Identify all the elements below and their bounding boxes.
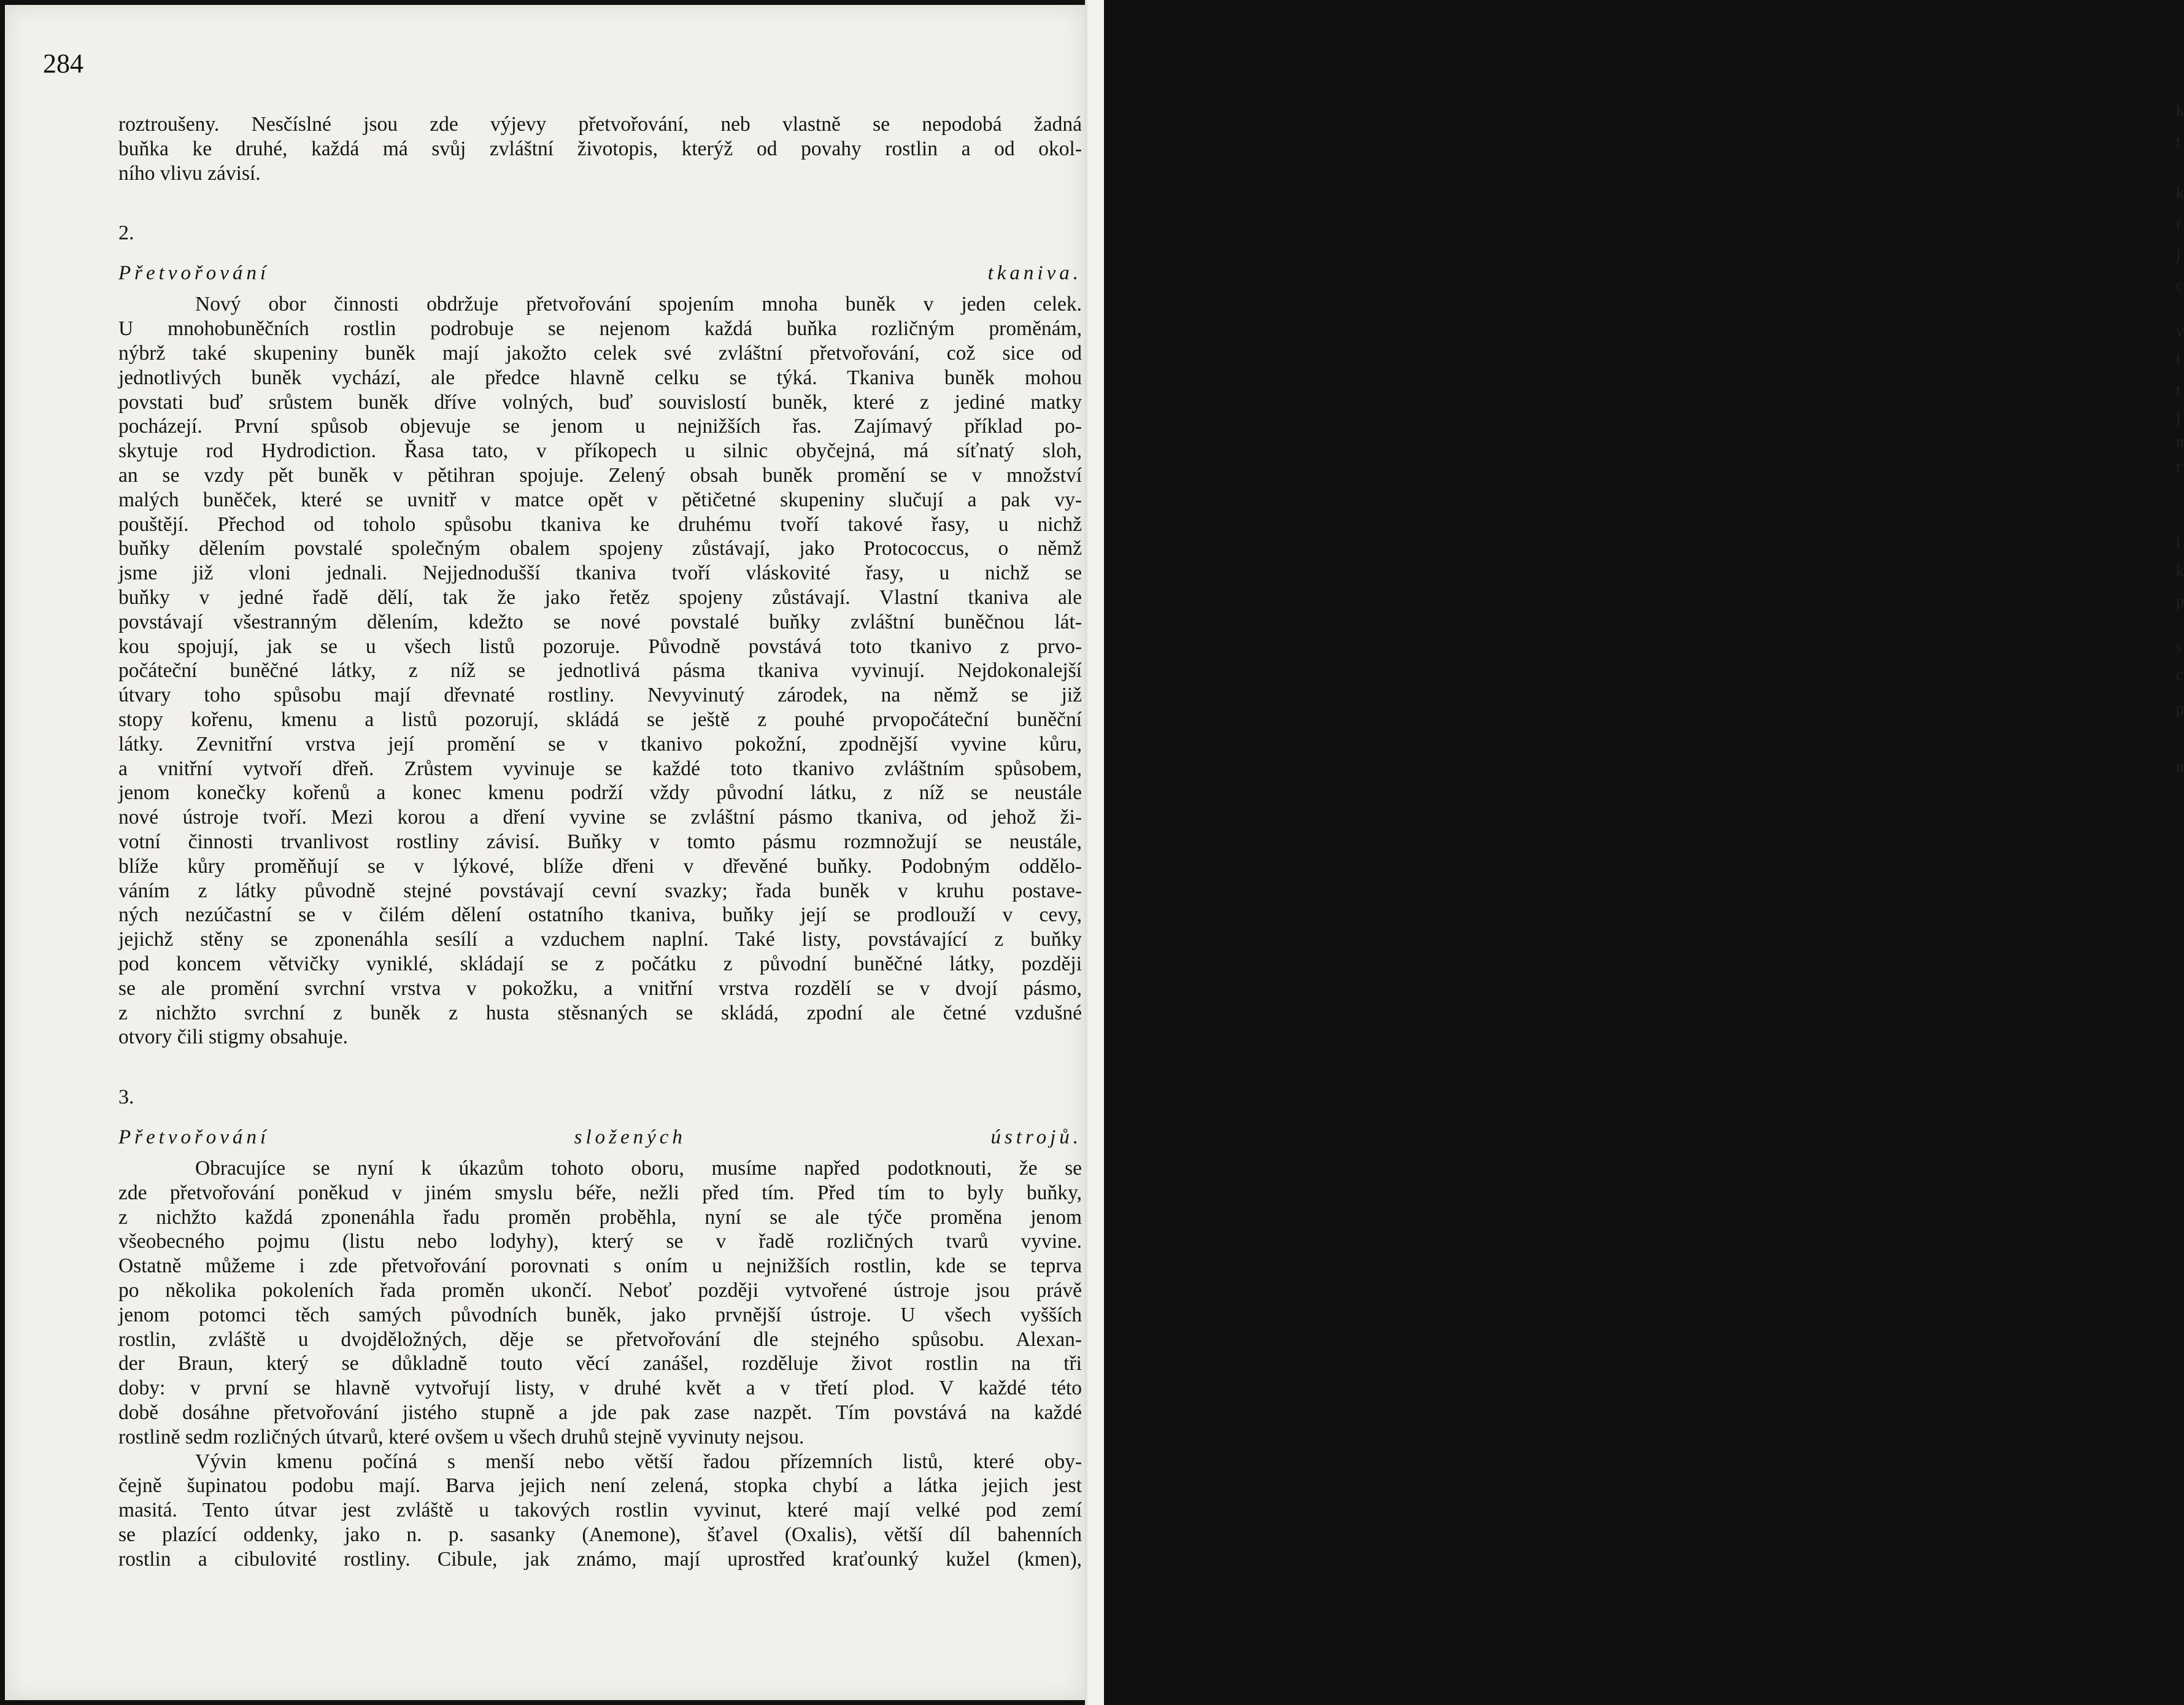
intro-line: ního vlivu závisí.	[118, 161, 261, 185]
text-line: an se vzdy pět buněk v pětihran spojuje. Zelený obsah buněk promění se v množství	[118, 463, 1082, 487]
edge-letter: k	[2176, 184, 2184, 202]
text-line: ných nezúčastní se v čilém dělení ostatního tkaniva, buňky její se prodlouží v cevy,	[118, 903, 1082, 927]
text-line: a vnitřní vytvoří dřeň. Zrůstem vyvinuje se každé toto tkanivo zvláštním spůsobem,	[118, 757, 1082, 780]
book-page	[5, 5, 1085, 1700]
text-line: váním z látky původně stejné povstávají cevní svazky; řada buněk v kruhu postave-	[118, 879, 1082, 902]
text-line: nové ústroje tvoří. Mezi korou a dření vyvine se zvláštní pásmo tkaniva, od jehož ži-	[118, 806, 1082, 829]
text-line: povstávají všestranným dělením, kdežto se nové povstalé buňky zvláštní buněčnou lát-	[118, 610, 1082, 633]
text-line: z nichžto každá zponenáhla řadu proměn proběhla, nyní se ale týče proměna jenom	[118, 1205, 1082, 1229]
section-3-title: Přetvořování složených ústrojů.	[118, 1126, 1082, 1149]
text-line: rostlině sedm rozličných útvarů, které ovšem u všech druhů stejně vyvinuty nejsou.	[118, 1425, 805, 1448]
text-line: jsme již vloni jednali. Nejjednodušší tkaniva tvoří vláskovité řasy, u nichž se	[118, 562, 1082, 585]
text-line: jenom potomci těch samých původních buněk, jako prvnější ústroje. U všech vyšších	[118, 1303, 1082, 1326]
section-3-paragraph-1	[118, 1156, 1082, 1450]
section-2-title: Přetvořování tkaniva.	[118, 262, 1082, 285]
text-line: otvory čili stigmy obsahuje.	[118, 1026, 349, 1049]
text-line: z nichžto svrchní z buněk z husta stěsnaných se skládá, zpodní ale četné vzdušné	[118, 1001, 1082, 1024]
text-line: doby: v první se hlavně vytvořují listy, v druhé květ a v třetí plod. V každé této	[118, 1377, 1082, 1400]
edge-letter: t	[2176, 350, 2181, 368]
text-line: der Braun, který se důkladně touto věcí zanášel, rozděluje život rostlin na tři	[118, 1352, 1082, 1375]
edge-letter: c	[2176, 666, 2183, 684]
edge-letter: n	[2176, 758, 2184, 776]
text-line: se plazící oddenky, jako n. p. sasanky (Anemone), šťavel (Oxalis), větší díl bahenních	[118, 1523, 1082, 1547]
text-line: rostlin a cibulovité rostliny. Cibule, jak známo, mají uprostřed kraťounký kužel (kmen),	[118, 1547, 1082, 1571]
edge-letter: c	[2176, 276, 2183, 294]
text-line: Nový obor činnosti obdržuje přetvořování spojením mnoha buněk v jeden celek.	[195, 293, 1082, 316]
text-line: buňky dělením povstalé společným obalem spojeny zůstávají, jako Protococcus, o němž	[118, 537, 1082, 560]
edge-letter: t	[2176, 132, 2181, 150]
text-line: počáteční buněčné látky, z níž se jednotlivá pásma tkaniva vyvinují. Nejdokonalejší	[118, 659, 1082, 682]
page-number: 284	[43, 48, 83, 79]
text-line: votní činnosti trvanlivost rostliny závisí. Buňky v tomto pásmu rozmnožují se neustále,	[118, 830, 1082, 853]
text-line: rostlin, zvláště u dvojděložných, děje se přetvořování dle stejného spůsobu. Alexan-	[118, 1328, 1082, 1351]
section-3	[118, 1073, 1082, 1572]
text-line: blíže kůry proměňují se v lýkové, blíže dřeni v dřevěné buňky. Podobným oddělo-	[118, 854, 1082, 878]
text-line: Ostatně můžeme i zde přetvořování porovnati s oním u nejnižších rostlin, kde se teprva	[118, 1255, 1082, 1278]
intro-line: roztroušeny. Nesčíslné jsou zde výjevy přetvořování, neb vlastně se nepodobá žadná	[118, 113, 1082, 136]
section-2-number: 2.	[118, 222, 134, 245]
text-line: povstati buď srůstem buněk dříve volných, buď souvislostí buněk, které z jediné matky	[118, 390, 1082, 414]
edge-letter: j	[2176, 246, 2181, 263]
intro-line: buňka ke druhé, každá má svůj zvláštní životopis, kterýž od povahy rostlin a od okol-	[118, 137, 1082, 160]
text-line: všeobecného pojmu (listu nebo lodyhy), který se v řadě rozličných tvarů vyvine.	[118, 1230, 1082, 1253]
text-line: pocházejí. První spůsob objevuje se jenom u nejnižších řas. Zajímavý příklad po-	[118, 415, 1082, 438]
edge-letter: r	[2176, 457, 2182, 475]
edge-letter: j	[2176, 408, 2181, 426]
text-line: buňky v jedné řadě dělí, tak že jako řetěz spojeny zůstávají. Vlastní tkaniva ale	[118, 586, 1082, 609]
edge-letter: s	[2176, 638, 2183, 656]
text-line: malých buněček, které se uvnitř v matce opět v pětičetné skupeniny slučují a pak vy-	[118, 488, 1082, 511]
edge-letter: t	[2176, 381, 2181, 398]
section-2-paragraph	[118, 292, 1082, 1050]
edge-letter: r	[2176, 215, 2182, 233]
edge-letter: n	[2176, 433, 2184, 450]
text-line: po několika pokoleních řada proměn ukončí. Neboť později vytvořené ústroje jsou právě	[118, 1279, 1082, 1302]
edge-letter: l	[2176, 534, 2181, 552]
intro-paragraph	[118, 112, 1082, 185]
text-line: nýbrž také skupeniny buněk mají jakožto celek své zvláštní přetvořování, což sice od	[118, 341, 1082, 365]
text-line: masitá. Tento útvar jest zvláště u takových rostlin vyvinut, které mají velké pod zemí	[118, 1499, 1082, 1522]
text-line: jenom konečky kořenů a konec kmenu podrží vždy původní látku, z níž se neustále	[118, 781, 1082, 805]
text-line: se ale promění svrchní vrstva v pokožku, a vnitřní vrstva rozdělí se v dvojí pásmo,	[118, 976, 1082, 1000]
text-line: pouštějí. Přechod od toholo spůsobu tkaniva ke druhému tvoří takové řasy, u nichž	[118, 512, 1082, 536]
edge-letter: p	[2176, 592, 2184, 610]
text-line: skytuje rod Hydrodiction. Řasa tato, v příkopech u silnic obyčejná, má síťnatý sloh,	[118, 439, 1082, 463]
text-line: Vývin kmenu počíná s menší nebo větší řadou přízemních listů, které oby-	[195, 1450, 1082, 1473]
section-3-paragraph-2	[118, 1450, 1082, 1572]
text-line: U mnohobuněčních rostlin podrobuje se nejenom každá buňka rozličným proměnám,	[118, 317, 1082, 341]
section-2	[118, 209, 1082, 1050]
text-line: době dosáhne přetvořování jistého stupně a jde pak zase nazpět. Tím povstává na každé	[118, 1401, 1082, 1425]
text-line: pod koncem větvičky vyniklé, skládají se z počátku z původní buněčné látky, později	[118, 952, 1082, 975]
edge-letter: k	[2176, 101, 2184, 119]
page-body	[118, 112, 1082, 1572]
text-line: kou spojují, jak se u všech listů pozoruje. Původně povstává toto tkanivo z prvo-	[118, 635, 1082, 658]
text-line: zde přetvořování poněkud v jiném smyslu béře, nežli před tím. Před tím to byly buňky,	[118, 1181, 1082, 1204]
edge-letter: v	[2176, 322, 2184, 340]
text-line: stopy kořenu, kmenu a listů pozorují, skládá se ještě z pouhé prvopočáteční buněční	[118, 708, 1082, 731]
edge-letter: k	[2176, 562, 2184, 579]
text-line: jejichž stěny se zponenáhla sesílí a vzduchem naplní. Také listy, povstávající z buňky	[118, 928, 1082, 951]
text-line: látky. Zevnitřní vrstva její promění se v tkanivo pokožní, zpodnější vyvine kůru,	[118, 732, 1082, 756]
facing-page-edge	[1085, 0, 2184, 1705]
section-3-number: 3.	[118, 1086, 134, 1109]
text-line: čejně šupinatou podobu mají. Barva jejich není zelená, stopka chybí a látka jejich jest	[118, 1474, 1082, 1498]
text-line: Obracujíce se nyní k úkazům tohoto oboru, musíme napřed podotknouti, že se	[195, 1157, 1082, 1180]
text-line: jednotlivých buněk vychází, ale předce hlavně celku se týká. Tkaniva buněk mohou	[118, 366, 1082, 389]
edge-letter: p	[2176, 700, 2184, 717]
text-line: útvary toho spůsobu mají dřevnaté rostliny. Nevyvinutý zárodek, na němž se již	[118, 684, 1082, 707]
